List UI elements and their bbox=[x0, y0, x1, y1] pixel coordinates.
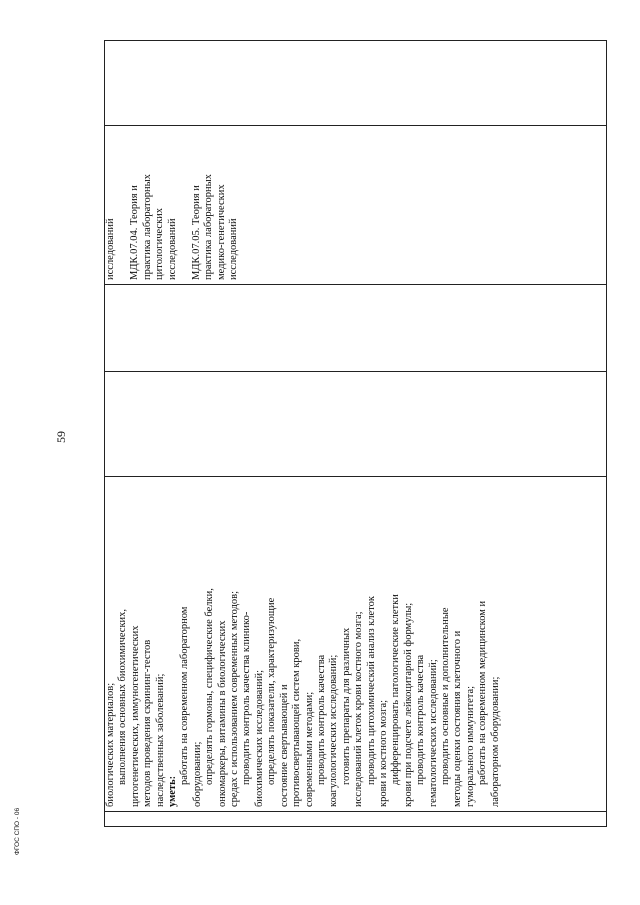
competency-text bbox=[105, 481, 502, 807]
mdk-line: цитологических bbox=[154, 207, 166, 280]
text-line: проводить контроль качества bbox=[415, 654, 427, 785]
mdk-line: исследований bbox=[166, 218, 178, 280]
text-line: исследований клеток крови костного мозга; bbox=[353, 611, 365, 807]
text-line: методов проведения скрининг-тестов bbox=[142, 639, 154, 807]
text-line: современными методами; bbox=[303, 691, 315, 807]
table-cell-empty-2 bbox=[105, 372, 607, 477]
text-line: оборудовании; bbox=[191, 741, 203, 807]
competency-text-cell bbox=[105, 477, 607, 812]
text-line: проводить контроль качества клинико- bbox=[241, 611, 253, 785]
page-number: 59 bbox=[54, 431, 68, 443]
text-line: уметь: bbox=[167, 775, 179, 807]
text-line: работать на современном медицинском и bbox=[477, 600, 489, 785]
table-cell-empty-3 bbox=[105, 285, 607, 372]
text-line: определять гормоны, специфические белки, bbox=[204, 588, 216, 785]
text-line: гематологических исследований; bbox=[427, 659, 439, 807]
text-line: наследственных заболеваний; bbox=[154, 673, 166, 807]
mdk-list bbox=[105, 130, 241, 280]
text-line: крови при подсчете лейкоцитарной формулы; bbox=[402, 602, 414, 807]
mdk-line: медико-генетических bbox=[215, 184, 227, 280]
text-line: проводить цитохимический анализ клеток bbox=[365, 595, 377, 785]
mdk-line bbox=[179, 130, 191, 280]
footer-label: ФГОС СПО - 06 bbox=[14, 807, 21, 855]
text-line: средах с использованием современных методов; bbox=[229, 590, 241, 807]
mdk-line: практика лабораторных bbox=[203, 174, 215, 280]
mdk-cell bbox=[105, 126, 607, 285]
table-cell-empty-4 bbox=[105, 41, 607, 126]
text-line: крови и костного мозга; bbox=[377, 699, 389, 807]
text-line: работать на современном лабораторном bbox=[179, 606, 191, 785]
text-line: биохимических исследований; bbox=[253, 669, 265, 807]
mdk-line: исследований bbox=[105, 218, 116, 280]
table-cell-empty-1 bbox=[105, 812, 607, 827]
text-line: гуморального иммунитета; bbox=[464, 685, 476, 807]
text-line: состояние свертывающей и bbox=[278, 684, 290, 807]
mdk-line: исследований bbox=[228, 218, 240, 280]
text-line: коагулологических исследований; bbox=[328, 654, 340, 807]
text-line: дифференцировать патологические клетки bbox=[390, 594, 402, 785]
mdk-line: МДК.07.04. Теория и bbox=[129, 185, 141, 280]
text-line: онкомаркеры, витамины в биологических bbox=[216, 620, 228, 807]
mdk-line: МДК.07.05. Теория и bbox=[191, 185, 203, 280]
text-line: методы оценки состояния клеточного и bbox=[452, 630, 464, 807]
text-line: выполнения основных биохимических, bbox=[117, 608, 129, 785]
mdk-line: практика лабораторных bbox=[141, 174, 153, 280]
text-line: цитогенетических, иммуногенетических bbox=[129, 625, 141, 807]
text-line: готовить препараты для различных bbox=[340, 627, 352, 785]
text-line: лабораторном оборудовании; bbox=[489, 676, 501, 807]
mdk-line bbox=[117, 130, 129, 280]
text-line: проводить контроль качества bbox=[315, 654, 327, 785]
text-line: проводить основные и дополнительные bbox=[439, 607, 451, 785]
text-line: биологических материалов; bbox=[105, 682, 116, 807]
text-line: противосвертывающей систем крови, bbox=[291, 638, 303, 807]
text-line: определять показатели, характеризующие bbox=[266, 597, 278, 785]
standards-table bbox=[104, 40, 607, 827]
